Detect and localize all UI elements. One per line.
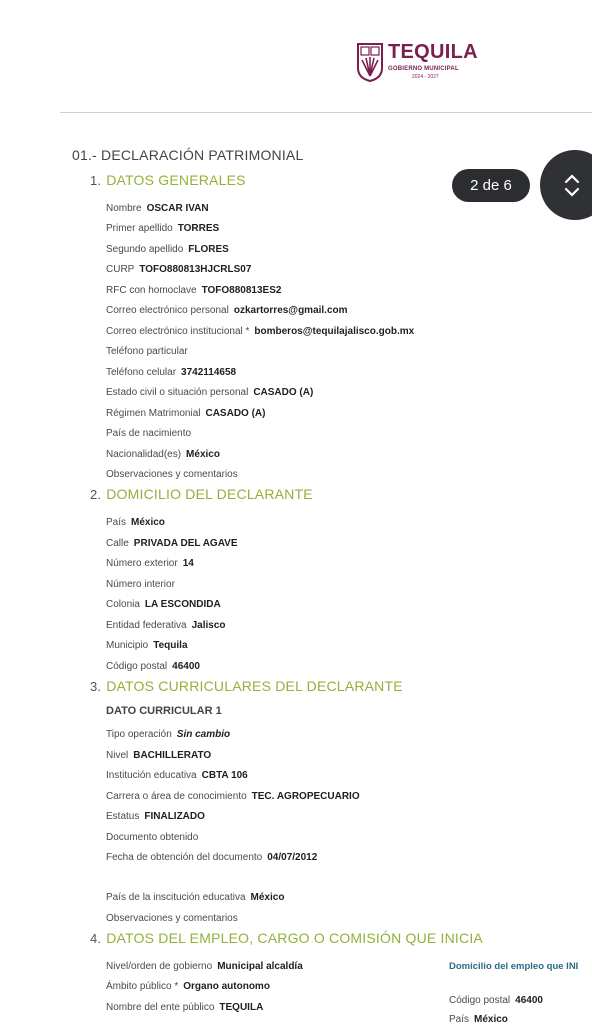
field-row: [106, 285, 281, 296]
section-title: DOMICILIO DEL DECLARANTE: [106, 486, 313, 502]
field-value: bomberos@tequilajalisco.gob.mx: [254, 326, 415, 337]
section-heading-empleo: [90, 930, 483, 946]
field-label: Código postal: [106, 661, 168, 672]
section-number: 4.: [90, 931, 102, 946]
field-value: Tequila: [153, 640, 188, 651]
field-value: TEC. AGROPECUARIO: [251, 791, 360, 802]
field-label: Observaciones y comentarios: [106, 913, 238, 924]
document-title: 01.- DECLARACIÓN PATRIMONIAL: [72, 147, 304, 163]
field-label: Código postal: [449, 995, 511, 1006]
field-row: [106, 449, 220, 460]
field-value: FINALIZADO: [144, 811, 205, 822]
domicilio-empleo-heading: Domicilio del empleo que INI: [449, 961, 579, 972]
field-value: FLORES: [188, 244, 229, 255]
field-label: Estado civil o situación personal: [106, 387, 249, 398]
field-label: Calle: [106, 538, 129, 549]
field-row: [106, 244, 229, 255]
logo-subtitle: GOBIERNO MUNICIPAL: [388, 66, 459, 72]
field-value: CASADO (A): [253, 387, 314, 398]
logo-title: TEQUILA: [388, 41, 478, 63]
field-value: TORRES: [177, 223, 220, 234]
field-label: Nivel/orden de gobierno: [106, 961, 213, 972]
field-label: Nombre del ente público: [106, 1002, 215, 1013]
field-row: [106, 223, 219, 234]
chevron-down-icon: [564, 187, 580, 197]
field-label: Carrera o área de conocimiento: [106, 791, 247, 802]
page-indicator: [452, 169, 530, 202]
field-row: [106, 579, 180, 590]
field-row: [106, 729, 230, 740]
field-row: [106, 558, 194, 569]
curricular-subheading: DATO CURRICULAR 1: [106, 705, 222, 717]
field-row: [106, 387, 313, 398]
field-row: [106, 832, 203, 843]
section-title: DATOS GENERALES: [106, 172, 246, 188]
field-value: PRIVADA DEL AGAVE: [133, 538, 238, 549]
page-scroll-button[interactable]: [540, 150, 592, 220]
field-row: [106, 428, 196, 439]
field-label: Teléfono celular: [106, 367, 177, 378]
field-label: Municipio: [106, 640, 149, 651]
field-value: 46400: [515, 995, 543, 1006]
field-label: Colonia: [106, 599, 140, 610]
field-label: País: [449, 1014, 470, 1024]
field-value: Municipal alcaldía: [217, 961, 303, 972]
field-label: Nacionalidad(es): [106, 449, 182, 460]
field-label: Segundo apellido: [106, 244, 184, 255]
field-value: 14: [182, 558, 194, 569]
field-value: OSCAR IVAN: [146, 203, 209, 214]
field-value: México: [250, 892, 285, 903]
field-value: Jalisco: [191, 620, 226, 631]
field-row: [106, 264, 251, 275]
field-label: Régimen Matrimonial: [106, 408, 201, 419]
field-value: Organo autonomo: [183, 981, 270, 992]
field-row: [106, 640, 188, 651]
field-value: 04/07/2012: [267, 852, 318, 863]
field-row: [106, 203, 209, 214]
field-row: [106, 770, 248, 781]
field-row: [449, 995, 543, 1006]
field-row: [106, 469, 243, 480]
field-label: Ámbito público *: [106, 981, 179, 992]
field-label: Primer apellido: [106, 223, 173, 234]
section-title: DATOS DEL EMPLEO, CARGO O COMISIÓN QUE INICIA: [106, 930, 483, 946]
logo-years: 2024 - 2027: [412, 74, 439, 80]
field-label: Nombre: [106, 203, 142, 214]
field-row: [106, 408, 265, 419]
section-number: 2.: [90, 487, 102, 502]
field-value: LA ESCONDIDA: [144, 599, 221, 610]
field-value: México: [186, 449, 220, 460]
field-value: 46400: [172, 661, 200, 672]
field-row: [106, 661, 200, 672]
municipal-logo: [356, 42, 486, 84]
field-value: TOFO880813HJCRLS07: [139, 264, 252, 275]
field-row: [106, 892, 284, 903]
field-value: ozkartorres@gmail.com: [233, 305, 348, 316]
field-label: Estatus: [106, 811, 140, 822]
field-row: [449, 1014, 508, 1024]
field-label: Correo electrónico personal: [106, 305, 229, 316]
field-value: Sin cambio: [176, 729, 231, 740]
section-number: 3.: [90, 679, 102, 694]
field-value: 3742114658: [181, 367, 237, 378]
field-label: Correo electrónico institucional *: [106, 326, 250, 337]
section-title: DATOS CURRICULARES DEL DECLARANTE: [106, 678, 403, 694]
section-heading-domicilio: [90, 486, 313, 502]
field-value: TEQUILA: [219, 1002, 264, 1013]
field-value: TOFO880813ES2: [201, 285, 282, 296]
field-label: Número exterior: [106, 558, 178, 569]
field-row: [106, 852, 317, 863]
field-row: [106, 913, 243, 924]
field-label: Nivel: [106, 750, 129, 761]
field-row: [106, 750, 211, 761]
field-label: País de nacimiento: [106, 428, 192, 439]
chevron-up-icon: [564, 174, 580, 184]
section-heading-curriculares: [90, 678, 403, 694]
field-row: [106, 326, 414, 337]
section-number: 1.: [90, 173, 102, 188]
tequila-shield-icon: [356, 42, 384, 82]
field-value: México: [474, 1014, 508, 1024]
field-label: Fecha de obtención del documento: [106, 852, 263, 863]
field-row: [106, 367, 236, 378]
field-row: [106, 961, 303, 972]
field-label: CURP: [106, 264, 135, 275]
field-label: RFC con homoclave: [106, 285, 197, 296]
field-label: Teléfono particular: [106, 346, 188, 357]
field-value: BACHILLERATO: [133, 750, 212, 761]
field-label: Documento obtenido: [106, 832, 199, 843]
field-row: [106, 811, 205, 822]
field-row: [106, 517, 165, 528]
field-row: [106, 346, 193, 357]
field-row: [106, 791, 360, 802]
field-row: [106, 620, 226, 631]
field-label: Observaciones y comentarios: [106, 469, 238, 480]
field-label: Número interior: [106, 579, 175, 590]
field-label: Tipo operación: [106, 729, 172, 740]
field-label: Institución educativa: [106, 770, 197, 781]
field-row: [106, 305, 348, 316]
field-value: CBTA 106: [201, 770, 248, 781]
section-heading-datos-generales: [90, 172, 246, 188]
field-value: CASADO (A): [205, 408, 266, 419]
field-label: País: [106, 517, 127, 528]
field-row: [106, 1002, 263, 1013]
header-divider: [60, 112, 592, 113]
page-indicator-label: 2 de 6: [470, 177, 512, 194]
field-row: [106, 599, 221, 610]
field-value: México: [131, 517, 165, 528]
field-row: [106, 981, 270, 992]
field-label: Entidad federativa: [106, 620, 187, 631]
field-label: País de la inscitución educativa: [106, 892, 246, 903]
field-row: [106, 538, 238, 549]
